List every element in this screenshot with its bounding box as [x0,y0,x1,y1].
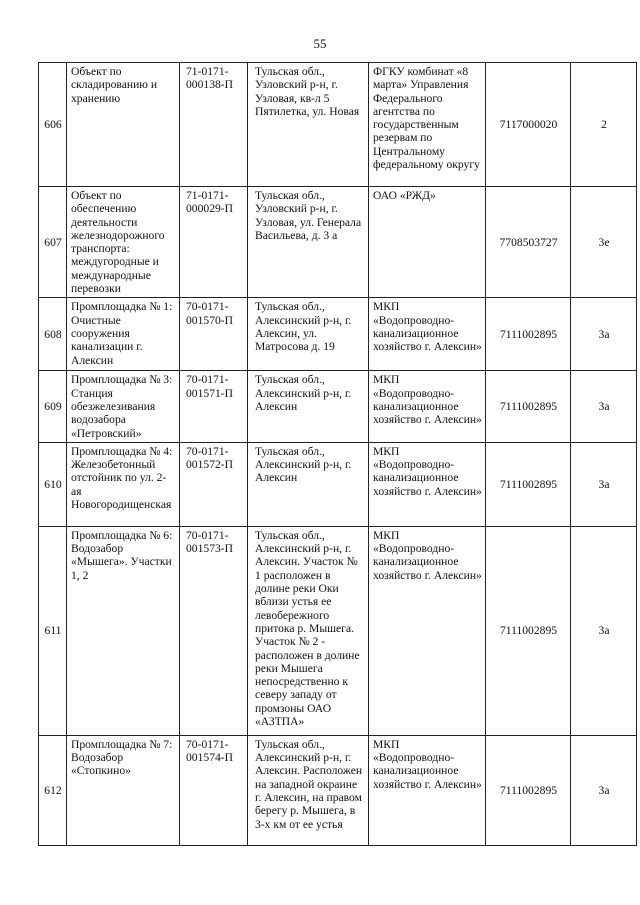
operator-inn: 7111002895 [486,735,571,845]
object-category: 3е [571,187,637,298]
object-category: 3а [571,371,637,442]
object-address: Тульская обл., Узловский р-н, г. Узловая, ул. Генерала Васильева, д. 3 а [248,187,369,298]
object-address: Тульская обл., Алексинский р-н, г. Алексин [248,371,369,442]
object-name: Промплощадка № 3: Станция обезжелезивания водозабора «Петровский» [67,371,180,442]
operator-name: ФГКУ комбинат «8 марта» Управления Федерального агентства по государственным резервам по Центральному федеральному округу [369,63,486,187]
object-address: Тульская обл., Алексинский р-н, г. Алексин. Участок № 1 расположен в долине реки Оки вблизи устья ее левобережного притока р. Мышега. Участок № 2 - расположен в долине реки Мышега непосредственно к северу западу от промзоны ОАО «АЗТПА» [248,526,369,735]
object-category: 3а [571,298,637,371]
object-code: 70-0171-001574-П [180,735,248,845]
table-row [39,298,637,371]
operator-name: ОАО «РЖД» [369,187,486,298]
operator-name: МКП «Водопроводно-канализационное хозяйство г. Алексин» [369,298,486,371]
row-number: 607 [39,187,67,298]
object-address: Тульская обл., Алексинский р-н, г. Алексин. Расположен на западной окраине г. Алексин, на правом берегу р. Мышега, в 3-х км от ее устья [248,735,369,845]
object-address: Тульская обл., Узловский р-н, г. Узловая, кв-л 5 Пятилетка, ул. Новая [248,63,369,187]
object-name: Промплощадка № 6: Водозабор «Мышега». Участки 1, 2 [67,526,180,735]
operator-inn: 7117000020 [486,63,571,187]
table-row [39,371,637,442]
object-code: 71-0171-000029-П [180,187,248,298]
operator-name: МКП «Водопроводно-канализационное хозяйство г. Алексин» [369,735,486,845]
object-code: 71-0171-000138-П [180,63,248,187]
row-number: 606 [39,63,67,187]
operator-inn: 7111002895 [486,298,571,371]
object-code: 70-0171-001573-П [180,526,248,735]
operator-name: МКП «Водопроводно-канализационное хозяйство г. Алексин» [369,526,486,735]
registry-table [38,62,637,846]
table-row [39,526,637,735]
object-name: Объект по обеспечению деятельности железнодорожного транспорта: междугородные и международные перевозки [67,187,180,298]
row-number: 609 [39,371,67,442]
table-row [39,735,637,845]
operator-inn: 7111002895 [486,526,571,735]
object-name: Промплощадка № 4: Железобетонный отстойник по ул. 2-ая Новогородищенская [67,442,180,526]
operator-inn: 7111002895 [486,371,571,442]
operator-name: МКП «Водопроводно-канализационное хозяйство г. Алексин» [369,371,486,442]
table-row [39,442,637,526]
object-category: 3а [571,526,637,735]
object-name: Промплощадка № 1: Очистные сооружения канализации г. Алексин [67,298,180,371]
page-number: 55 [313,36,327,51]
row-number: 608 [39,298,67,371]
object-address: Тульская обл., Алексинский р-н, г. Алексин, ул. Матросова д. 19 [248,298,369,371]
row-number: 610 [39,442,67,526]
object-category: 2 [571,63,637,187]
table-row [39,187,637,298]
object-code: 70-0171-001572-П [180,442,248,526]
object-code: 70-0171-001570-П [180,298,248,371]
object-category: 3а [571,735,637,845]
object-address: Тульская обл., Алексинский р-н, г. Алексин [248,442,369,526]
row-number: 611 [39,526,67,735]
operator-inn: 7708503727 [486,187,571,298]
object-name: Промплощадка № 7: Водозабор «Стопкино» [67,735,180,845]
operator-name: МКП «Водопроводно-канализационное хозяйство г. Алексин» [369,442,486,526]
table-row [39,63,637,187]
object-name: Объект по складированию и хранению [67,63,180,187]
operator-inn: 7111002895 [486,442,571,526]
row-number: 612 [39,735,67,845]
object-code: 70-0171-001571-П [180,371,248,442]
object-category: 3а [571,442,637,526]
